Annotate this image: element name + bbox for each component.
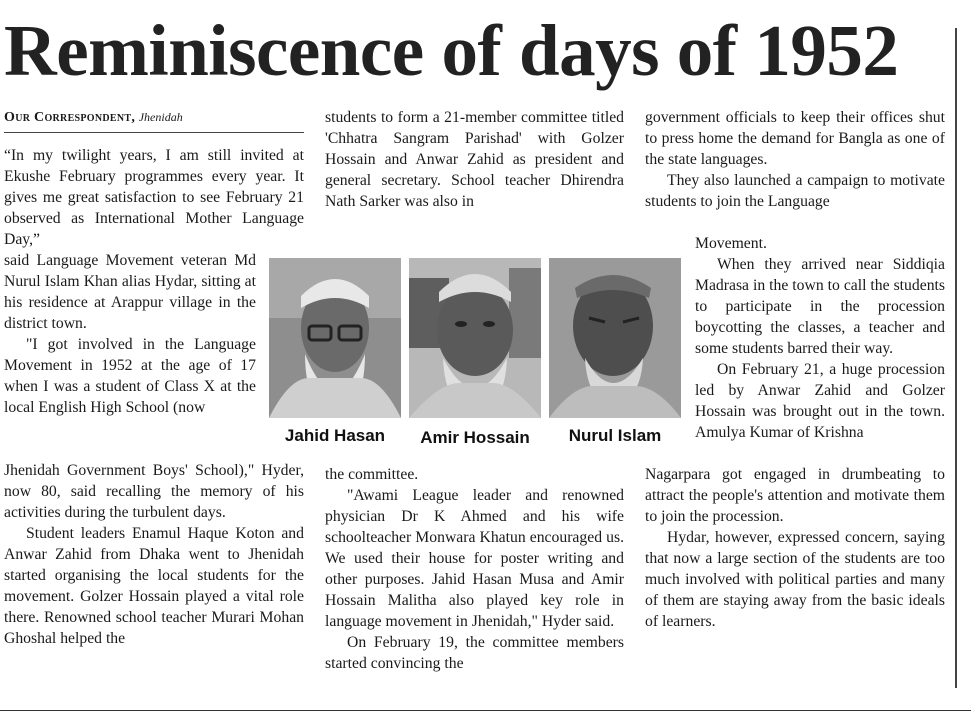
paragraph: Hydar, however, expressed concern, saying that now a large section of the students are too much involved with political parties and many of them are staying away from the basic ideals of learners. (645, 529, 945, 630)
column-1-narrow (4, 250, 256, 460)
byline (4, 110, 304, 128)
paragraph: Jhenidah Government Boys' School)," Hyder, now 80, said recalling the memory of his activities during the turbulent days. (4, 462, 304, 521)
photo-caption: Nurul Islam (568, 426, 662, 445)
portrait-icon (549, 258, 681, 418)
column-rule (955, 28, 957, 688)
paragraph: On February 21, a huge procession led by Anwar Zahid and Golzer Hossain was brought out in the town. Amulya Kumar of Krishna (695, 361, 945, 441)
byline-author: Our Correspondent, (4, 110, 136, 125)
paragraph: "Awami League leader and renowned physician Dr K Ahmed and his wife schoolteacher Monwara Khatun encouraged us. We used their house for poster writing and other purposes. Jahid Hasan Musa and Amir Hossain Malitha also played key role in language movement in Jhenidah," Hyder said. (325, 487, 624, 630)
paragraph: When they arrived near Siddiqia Madrasa in the town to call the students to participate in the procession boycotting the classes, a teacher and some students barred their way. (695, 256, 945, 357)
column-3-top (645, 107, 945, 233)
headline: Reminiscence of days of 1952 (4, 10, 899, 91)
paragraph: the committee. (325, 466, 419, 483)
column-1-bottom (4, 460, 304, 692)
portrait-photo-amir-hossain (409, 258, 541, 418)
column-2-bottom (325, 464, 624, 696)
photo-caption: Amir Hossain (420, 428, 530, 447)
paragraph: They also launched a campaign to motivate students to join the Language (645, 172, 945, 210)
paragraph: “In my twilight years, I am still invited at Ekushe February programmes every year. It gives me great satisfaction to see February 21 observed as International Mother Language Day,” (4, 147, 304, 248)
column-2-top (325, 107, 624, 233)
byline-place: Jhenidah (138, 110, 183, 124)
paragraph: Nagarpara got engaged in drumbeating to attract the people's attention and motivate them to join the procession. (645, 466, 945, 525)
paragraph: Student leaders Enamul Haque Koton and Anwar Zahid from Dhaka went to Jhenidah started organising the local students for the movement. Golzer Hossain played a vital role there. Renowned school teacher Murari Mohan Ghoshal helped the (4, 525, 304, 647)
column-3-narrow (695, 233, 945, 464)
photo-strip (269, 256, 681, 456)
paragraph: Movement. (695, 235, 767, 252)
portrait-photo-jahid-hasan (269, 258, 401, 418)
portrait-icon (269, 258, 401, 418)
paragraph: students to form a 21-member committee titled 'Chhatra Sangram Parishad' with Golzer Hossain and Anwar Zahid as president and general secretary. School teacher Dhirendra Nath Sarker was also in (325, 109, 624, 210)
byline-divider (4, 132, 304, 133)
column-1-top (4, 145, 304, 250)
paragraph: said Language Movement veteran Md Nurul Islam Khan alias Hydar, sitting at his residence at Arappur village in the district town. (4, 252, 256, 332)
paragraph: "I got involved in the Language Movement in 1952 at the age of 17 when I was a student of Class X at the local English High School (now (4, 336, 256, 416)
photo-caption: Jahid Hasan (284, 426, 386, 445)
page-bottom-rule (0, 710, 971, 711)
column-3-bottom (645, 464, 945, 696)
portrait-photo-nurul-islam (549, 258, 681, 418)
paragraph: On February 19, the committee members started convincing the (325, 634, 624, 672)
paragraph: government officials to keep their offices shut to press home the demand for Bangla as one of the state languages. (645, 109, 945, 168)
portrait-icon (409, 258, 541, 418)
